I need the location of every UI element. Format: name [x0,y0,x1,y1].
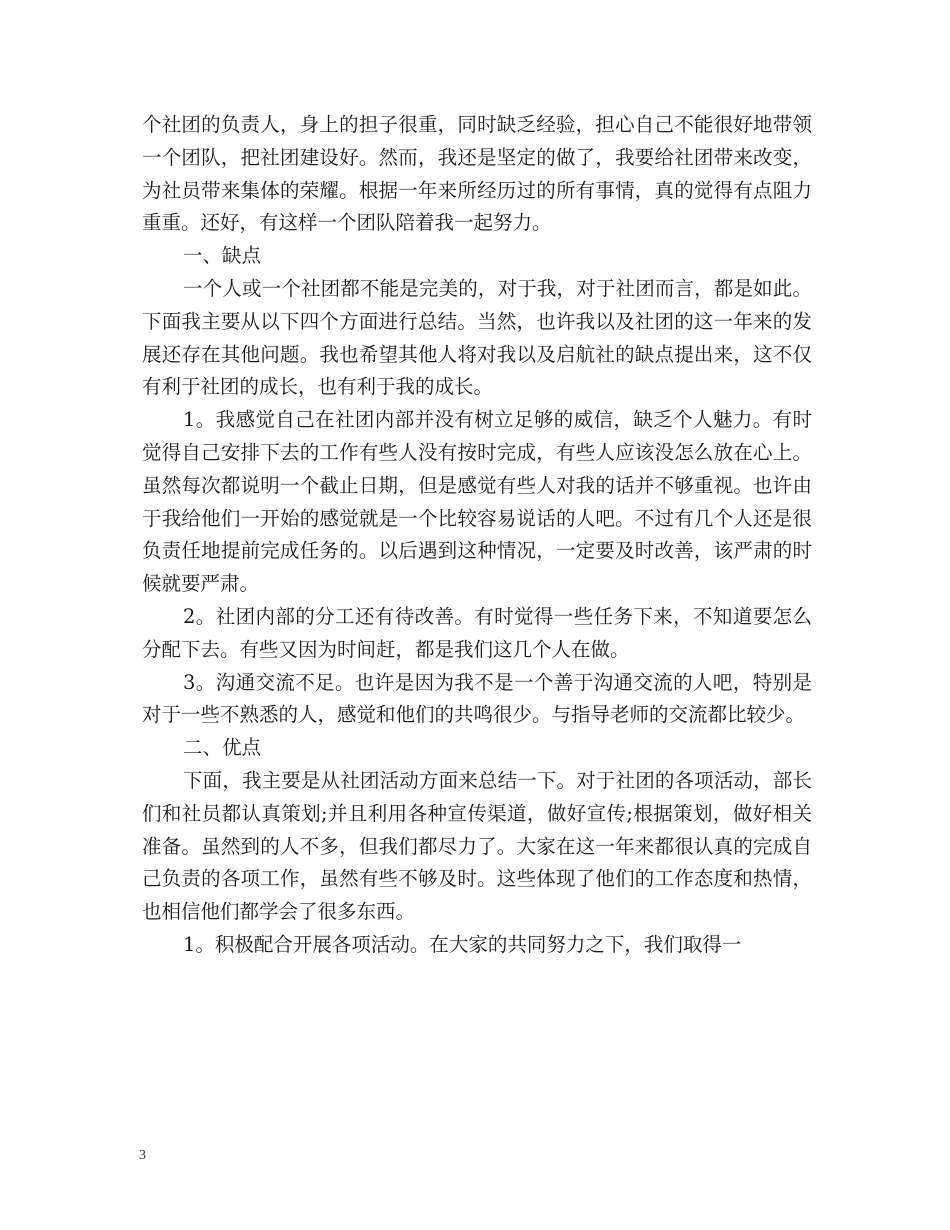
paragraph-strengths-intro: 下面，我主要是从社团活动方面来总结一下。对于社团的各项活动，部长们和社员都认真策划;并且利用各种宣传渠道，做好宣传;根据策划，做好相关准备。虽然到的人不多，但我们都尽力了。大家在这一年来都很认真的完成自己负责的各项工作，虽然有些不够及时。这些体现了他们的工作态度和热情，也相信他们都学会了很多东西。 [142,768,812,924]
paragraph-continuation: 个社团的负责人，身上的担子很重，同时缺乏经验，担心自己不能很好地带领一个团队，把社团建设好。然而，我还是坚定的做了，我要给社团带来改变，为社员带来集体的荣耀。根据一年来所经历过的所有事情，真的觉得有点阻力重重。还好，有这样一个团队陪着我一起努力。 [142,113,812,235]
section-heading-strengths: 二、优点 [183,736,262,760]
page-number: 3 [139,1148,146,1163]
section-heading-shortcomings: 一、缺点 [183,244,262,268]
document-body [142,109,812,962]
paragraph-shortcoming-3: 3。沟通交流不足。也许是因为我不是一个善于沟通交流的人吧，特别是对于一些不熟悉的人，感觉和他们的共鸣很少。与指导老师的交流都比较少。 [142,670,812,727]
paragraph-strength-1: 1。积极配合开展各项活动。在大家的共同努力之下，我们取得一 [183,932,742,956]
paragraph-shortcomings-intro: 一个人或一个社团都不能是完美的，对于我，对于社团而言，都是如此。下面我主要从以下四个方面进行总结。当然，也许我以及社团的这一年来的发展还存在其他问题。我也希望其他人将对我以及启航社的缺点提出来，这不仅有利于社团的成长，也有利于我的成长。 [142,276,812,399]
paragraph-shortcoming-2: 2。社团内部的分工还有待改善。有时觉得一些任务下来，不知道要怎么分配下去。有些又因为时间赶，都是我们这几个人在做。 [142,604,812,661]
paragraph-shortcoming-1: 1。我感觉自己在社团内部并没有树立足够的威信，缺乏个人魅力。有时觉得自己安排下去的工作有些人没有按时完成，有些人应该没怎么放在心上。虽然每次都说明一个截止日期，但是感觉有些人对我的话并不够重视。也许由于我给他们一开始的感觉就是一个比较容易说话的人吧。不过有几个人还是很负责任地提前完成任务的。以后遇到这种情况，一定要及时改善，该严肃的时候就要严肃。 [142,408,812,596]
